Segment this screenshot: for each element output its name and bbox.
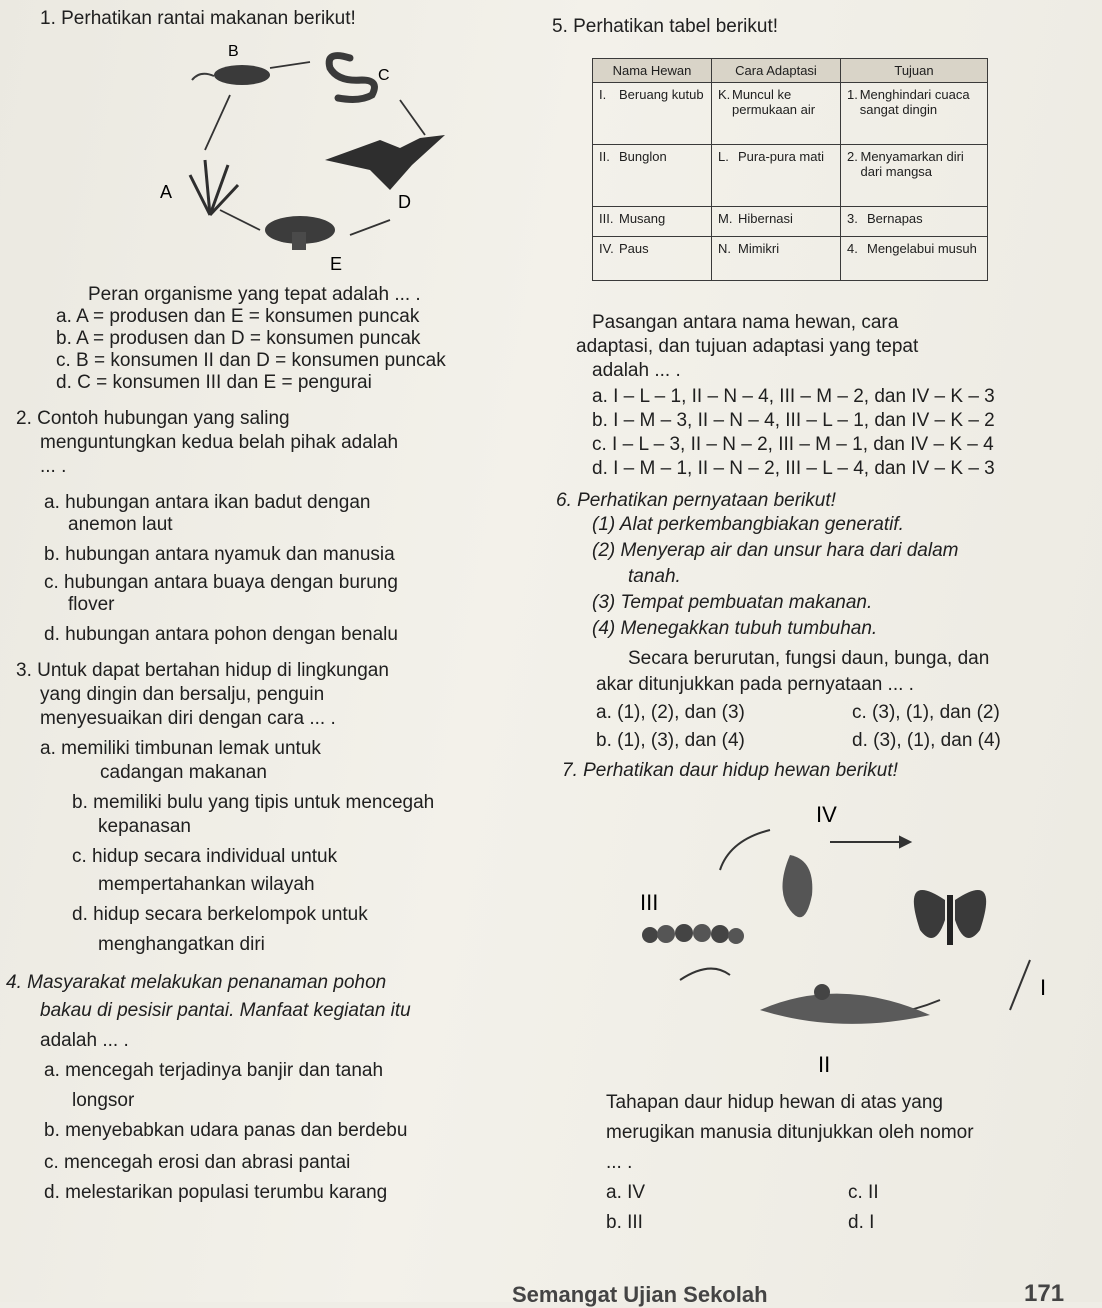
q6-stem-2: akar ditunjukkan pada pernyataan ... . <box>596 674 914 695</box>
q6-option-b[interactable]: b. (1), (3), dan (4) <box>596 730 745 751</box>
q2-line-3: ... . <box>40 456 67 477</box>
q5-option-d[interactable]: d. I – M – 1, II – N – 2, III – L – 4, dan IV – K – 3 <box>592 458 995 479</box>
arrow-caterpillar-pupa <box>680 969 730 980</box>
q5-stem-3: adalah ... . <box>592 360 681 381</box>
q4-line-2: bakau di pesisir pantai. Manfaat kegiatan itu <box>40 1000 411 1021</box>
food-chain-figure <box>150 40 450 280</box>
egg-illustration <box>814 984 830 1000</box>
q7-option-c[interactable]: c. II <box>848 1182 879 1203</box>
q7-stem-2: merugikan manusia ditunjukkan oleh nomor <box>606 1122 974 1143</box>
arrow-a-b <box>205 95 230 150</box>
table-cell: Menyamarkan diri dari mangsa <box>860 149 964 179</box>
q2-line-2: menguntungkan kedua belah pihak adalah <box>40 432 399 453</box>
q3-option-d-cont: menghangatkan diri <box>98 934 265 955</box>
table-cell: Beruang kutub <box>619 87 704 102</box>
table-cell: Pura-pura mati <box>738 149 824 164</box>
stage-label-iv: IV <box>816 802 837 827</box>
arrow-c-eagle <box>400 100 425 135</box>
label-e: E <box>330 254 343 274</box>
leaf-illustration <box>760 994 930 1024</box>
q4-option-a-cont: longsor <box>72 1090 135 1111</box>
q4-option-b[interactable]: b. menyebabkan udara panas dan berdebu <box>44 1120 408 1141</box>
q2-option-a-cont: anemon laut <box>68 514 173 535</box>
eagle-illustration <box>325 135 445 190</box>
q2-option-c[interactable]: c. hubungan antara buaya dengan burung <box>44 572 398 593</box>
stage-label-i: I <box>1040 975 1047 1000</box>
q3-option-d[interactable]: d. hidup secara berkelompok untuk <box>72 904 368 925</box>
q3-option-a-cont: cadangan makanan <box>100 762 267 783</box>
life-cycle-figure <box>600 800 1080 1080</box>
table-cell-num: I. <box>599 87 607 102</box>
footer-text: Semangat Ujian Sekolah <box>512 1282 768 1307</box>
q4-option-d[interactable]: d. melestarikan populasi terumbu karang <box>44 1182 388 1203</box>
q2-option-c-cont: flover <box>68 594 115 615</box>
arrow-butterfly-egg <box>1010 960 1030 1010</box>
q4-option-c[interactable]: c. mencegah erosi dan abrasi pantai <box>44 1152 351 1173</box>
q7-question: 7. Perhatikan daur hidup hewan berikut! <box>562 760 898 781</box>
q6-stem-1: Secara berurutan, fungsi daun, bunga, dan <box>628 648 990 669</box>
q7-option-d[interactable]: d. I <box>848 1212 875 1233</box>
table-cell-num: III. <box>599 211 614 226</box>
table-header: Tujuan <box>841 59 988 83</box>
q6-statement-3: (3) Tempat pembuatan makanan. <box>592 592 873 613</box>
table-row <box>593 207 988 237</box>
q2-option-b[interactable]: b. hubungan antara nyamuk dan manusia <box>44 544 395 565</box>
q1-option-d[interactable]: d. C = konsumen III dan E = pengurai <box>56 372 372 393</box>
q7-option-b[interactable]: b. III <box>606 1212 643 1233</box>
table-cell: Paus <box>619 241 649 256</box>
q1-question: 1. Perhatikan rantai makanan berikut! <box>40 8 356 29</box>
q3-option-a[interactable]: a. memiliki timbunan lemak untuk <box>40 738 321 759</box>
table-cell-num: M. <box>718 211 733 226</box>
table-cell-num: 2. <box>847 149 858 164</box>
label-a: A <box>160 182 173 202</box>
q7-stem-1: Tahapan daur hidup hewan di atas yang <box>606 1092 943 1113</box>
q5-stem-2: adaptasi, dan tujuan adaptasi yang tepat <box>576 336 919 357</box>
table-cell: Bernapas <box>867 211 923 226</box>
table-cell-num: K. <box>718 87 731 102</box>
q6-option-d[interactable]: d. (3), (1), dan (4) <box>852 730 1001 751</box>
q2-option-d[interactable]: d. hubungan antara pohon dengan benalu <box>44 624 398 645</box>
q1-option-b[interactable]: b. A = produsen dan D = konsumen puncak <box>56 328 421 349</box>
q3-line-2: yang dingin dan bersalju, penguin <box>40 684 325 705</box>
table-cell-num: 1. <box>847 87 858 102</box>
q1-stem: Peran organisme yang tepat adalah ... . <box>88 284 421 305</box>
q3-option-b[interactable]: b. memiliki bulu yang tipis untuk mencegah <box>72 792 435 813</box>
q6-statement-2-cont: tanah. <box>628 566 681 587</box>
q2-line-1: 2. Contoh hubungan yang saling <box>16 408 290 429</box>
q5-option-c[interactable]: c. I – L – 3, II – N – 2, III – M – 1, dan IV – K – 4 <box>592 434 994 455</box>
q3-option-c-cont: mempertahankan wilayah <box>98 874 315 895</box>
label-d: D <box>398 192 411 212</box>
table-cell: Mengelabui musuh <box>867 241 977 256</box>
q3-line-1: 3. Untuk dapat bertahan hidup di lingkungan <box>16 660 389 681</box>
table-header: Nama Hewan <box>593 59 712 83</box>
q5-question: 5. Perhatikan tabel berikut! <box>552 16 779 37</box>
q3-option-b-cont: kepanasan <box>98 816 191 837</box>
table-cell: Bunglon <box>619 149 667 164</box>
q6-question: 6. Perhatikan pernyataan berikut! <box>556 490 836 511</box>
arrow-b-c <box>270 62 310 68</box>
arrow-a-e <box>220 210 260 230</box>
q6-option-a[interactable]: a. (1), (2), dan (3) <box>596 702 745 723</box>
q7-stem-3: ... . <box>606 1152 633 1173</box>
arrow-eagle-e <box>350 220 390 235</box>
caterpillar-illustration <box>642 924 744 944</box>
adaptation-table <box>592 58 988 281</box>
butterfly-illustration <box>914 890 986 945</box>
table-row <box>593 83 988 145</box>
stage-label-ii: II <box>818 1052 831 1077</box>
table-row <box>593 237 988 281</box>
table-cell-num: L. <box>718 149 729 164</box>
table-row <box>593 145 988 207</box>
table-cell: Menghindari cuaca sangat dingin <box>859 87 970 117</box>
plant-illustration <box>190 160 238 215</box>
mouse-illustration <box>214 65 270 85</box>
q6-statement-2: (2) Menyerap air dan unsur hara dari dalam <box>592 540 959 561</box>
q6-statement-1: (1) Alat perkembangbiakan generatif. <box>592 514 904 535</box>
table-cell-num: IV. <box>599 241 614 256</box>
table-cell: Mimikri <box>738 241 780 256</box>
q6-statement-4: (4) Menegakkan tubuh tumbuhan. <box>592 618 878 639</box>
stage-label-iii: III <box>640 890 659 915</box>
q7-option-a[interactable]: a. IV <box>606 1182 646 1203</box>
table-cell-num: 3. <box>847 211 858 226</box>
q4-line-3: adalah ... . <box>40 1030 129 1051</box>
table-cell-num: 4. <box>847 241 858 256</box>
q2-option-a[interactable]: a. hubungan antara ikan badut dengan <box>44 492 371 513</box>
q6-option-c[interactable]: c. (3), (1), dan (2) <box>852 702 1000 723</box>
table-cell-num: N. <box>718 241 731 256</box>
q1-option-a[interactable]: a. A = produsen dan E = konsumen puncak <box>56 306 420 327</box>
page-number: 171 <box>1024 1280 1065 1307</box>
pupa-illustration <box>783 855 813 917</box>
q5-option-a[interactable]: a. I – L – 1, II – N – 4, III – M – 2, dan IV – K – 3 <box>592 386 995 407</box>
q1-option-c[interactable]: c. B = konsumen II dan D = konsumen puncak <box>56 350 446 371</box>
q4-line-1: 4. Masyarakat melakukan penanaman pohon <box>6 972 387 993</box>
snake-illustration <box>329 56 374 100</box>
table-cell: Musang <box>619 211 666 226</box>
table-header-row <box>593 59 988 83</box>
q3-option-c[interactable]: c. hidup secara individual untuk <box>72 846 338 867</box>
table-cell-num: II. <box>599 149 610 164</box>
table-cell: Muncul ke permukaan air <box>731 87 816 117</box>
table-header: Cara Adaptasi <box>712 59 841 83</box>
table-cell: Hibernasi <box>738 211 793 226</box>
label-b: B <box>228 43 239 60</box>
q5-stem-1: Pasangan antara nama hewan, cara <box>592 312 899 333</box>
q3-line-3: menyesuaikan diri dengan cara ... . <box>40 708 336 729</box>
label-c: C <box>378 67 390 84</box>
q5-option-b[interactable]: b. I – M – 3, II – N – 4, III – L – 1, dan IV – K – 2 <box>592 410 995 431</box>
q4-option-a[interactable]: a. mencegah terjadinya banjir dan tanah <box>44 1060 384 1081</box>
